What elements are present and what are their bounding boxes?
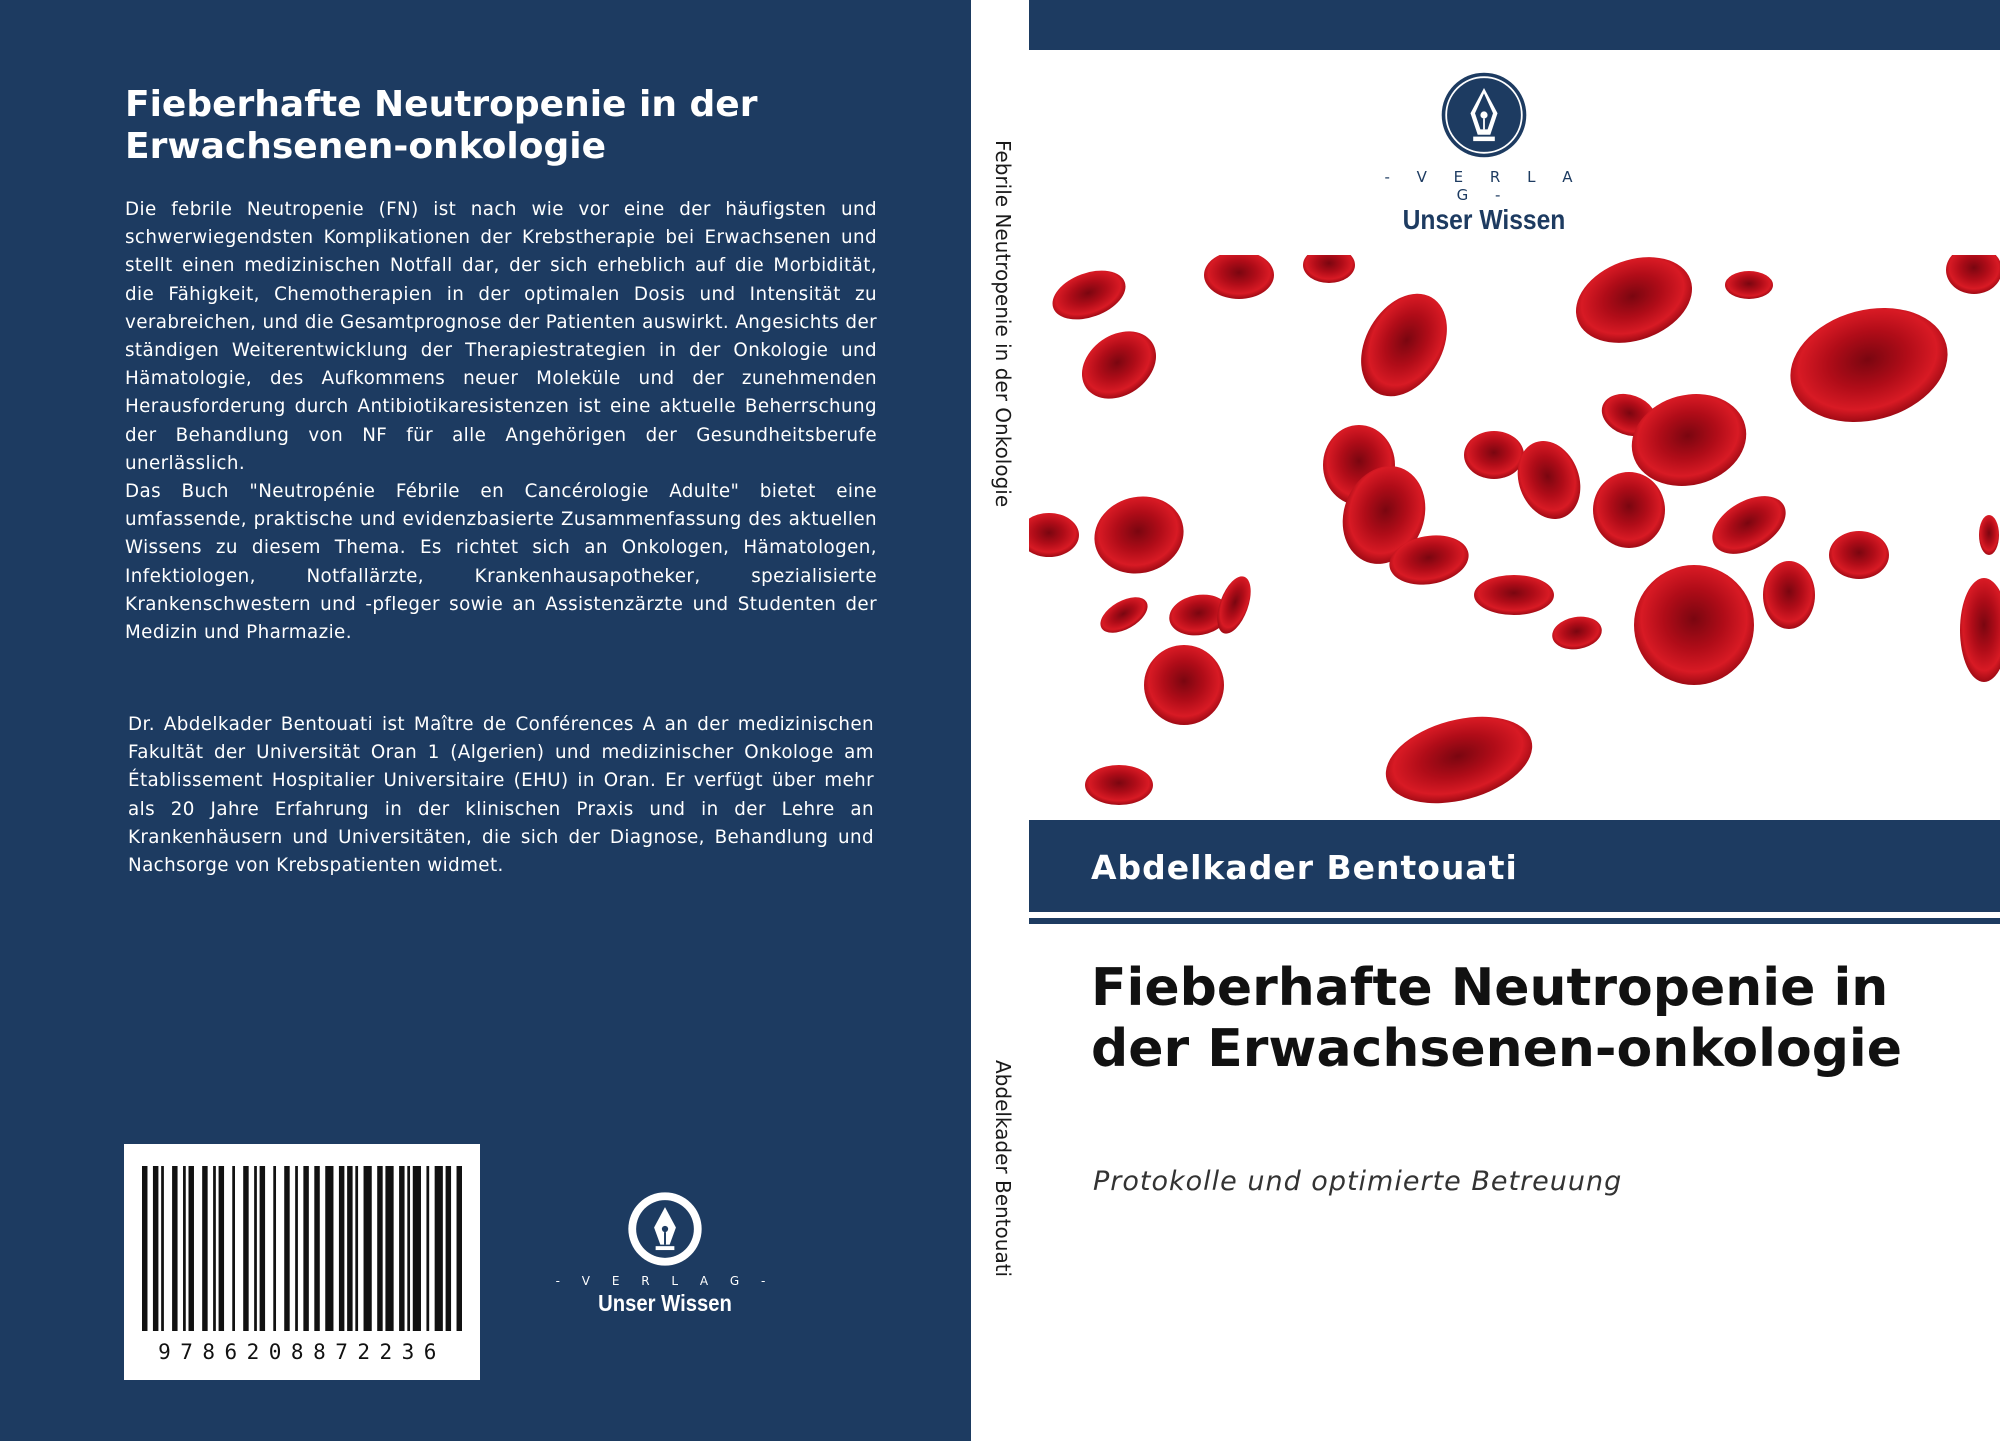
barcode-bar — [347, 1166, 352, 1331]
barcode-bar — [399, 1166, 404, 1331]
publisher-name: Unser Wissen — [598, 1290, 732, 1316]
back-cover-title: Fieberhafte Neutropenie in der Erwachsenen-onkologie — [125, 84, 758, 167]
spine-title: Febrile Neutropenie in der Onkologie — [991, 140, 1015, 508]
publisher-logo-front — [1379, 70, 1589, 236]
barcode-bar — [325, 1166, 333, 1331]
publisher-verlag-label: - V E R L A G - — [1384, 168, 1584, 204]
barcode-bar — [161, 1166, 164, 1331]
front-title: Fieberhafte Neutropenie in der Erwachsenen-onkologie — [1091, 958, 1903, 1079]
author-band — [1029, 820, 2000, 912]
fountain-pen-nib-icon — [626, 1190, 704, 1268]
publisher-verlag-label: - V E R L A G - — [555, 1274, 775, 1288]
barcode-bars — [142, 1166, 462, 1336]
description-paragraph-1: Die febrile Neutropenie (FN) ist nach wie vor eine der häufigsten und schwerwiegendsten Komplikationen der Krebstherapie bei Erwachsenen und stellt einen medizinischen Notfall dar, der sich erheblich auf die Morbidität, die Fähigkeit, Chemotherapien in der optimalen Dosis und Intensität zu verabreichen, und die Gesamtprognose der Patienten auswirkt. Angesichts der ständigen Weiterentwicklung der Therapiestrategien in der Onkologie und Hämatologie, des Aufkommens neuer Moleküle und der zunehmenden Herausforderung durch Antibiotikaresistenzen ist eine aktuelle Beherrschung der Behandlung von NF für alle Angehörigen der Gesundheitsberufe unerlässlich. — [125, 199, 878, 474]
front-cover — [1029, 0, 2000, 1441]
barcode-bar — [355, 1166, 358, 1331]
barcode-bar — [426, 1166, 429, 1331]
barcode-bar — [142, 1166, 147, 1331]
barcode-bar — [243, 1166, 248, 1331]
barcode-bar — [202, 1166, 207, 1331]
front-top-bar — [1029, 0, 2000, 50]
barcode-bar — [314, 1166, 319, 1331]
barcode-bar — [295, 1166, 298, 1331]
barcode-bar — [339, 1166, 344, 1331]
barcode-bar — [303, 1166, 308, 1331]
barcode-bar — [435, 1166, 443, 1331]
fountain-pen-nib-icon — [1439, 70, 1529, 160]
barcode-bar — [183, 1166, 186, 1331]
barcode-bar — [172, 1166, 177, 1331]
author-divider-line — [1029, 918, 2000, 924]
front-subtitle: Protokolle und optimierte Betreuung — [1093, 1166, 1623, 1197]
red-blood-cells-illustration — [1029, 255, 2000, 820]
barcode-bar — [153, 1166, 158, 1331]
barcode-bar — [377, 1166, 382, 1331]
front-author-name: Abdelkader Bentouati — [1091, 848, 1518, 887]
barcode-bar — [273, 1166, 276, 1331]
barcode-bar — [385, 1166, 393, 1331]
publisher-name: Unser Wissen — [1402, 204, 1566, 235]
barcode-bar — [284, 1166, 289, 1331]
isbn-number: 9786208872236 — [158, 1340, 446, 1364]
barcode-bar — [260, 1166, 265, 1331]
back-cover-description — [125, 196, 877, 647]
back-cover — [0, 0, 971, 1441]
spine — [971, 0, 1029, 1441]
barcode-bar — [254, 1166, 257, 1331]
barcode-bar — [189, 1166, 194, 1331]
author-bio: Dr. Abdelkader Bentouati ist Maître de Conférences A an der medizinischen Fakultät der Universität Oran 1 (Algerien) und medizinischer Onkologe am Établissement Hospitalier Universitaire (EHU) in Oran. Er verfügt über mehr als 20 Jahre Erfahrung in der klinischen Praxis und in der Lehre an Krankenhäusern und Universitäten, die sich der Diagnose, Behandlung und Nachsorge von Krebspatienten widmet. — [128, 714, 874, 877]
spine-author: Abdelkader Bentouati — [991, 1060, 1015, 1278]
barcode-bar — [457, 1166, 462, 1331]
barcode-bar — [407, 1166, 410, 1331]
isbn-barcode — [124, 1144, 480, 1380]
barcode-bar — [219, 1166, 224, 1331]
barcode-bar — [446, 1166, 451, 1331]
barcode-bar — [413, 1166, 421, 1331]
barcode-bar — [232, 1166, 235, 1331]
barcode-bar — [364, 1166, 372, 1331]
description-paragraph-2: Das Buch "Neutropénie Fébrile en Cancérologie Adulte" bietet eine umfassende, praktische und evidenzbasierte Zusammenfassung des aktuellen Wissens zu diesem Thema. Es richtet sich an Onkologen, Hämatologen, Infektiologen, Notfallärzte, Krankenhausapotheker, spezialisierte Krankenschwestern und -pfleger sowie an Assistenzärzte und Studenten der Medizin und Pharmazie. — [125, 481, 877, 644]
publisher-logo-back — [540, 1190, 790, 1330]
barcode-bar — [213, 1166, 216, 1331]
